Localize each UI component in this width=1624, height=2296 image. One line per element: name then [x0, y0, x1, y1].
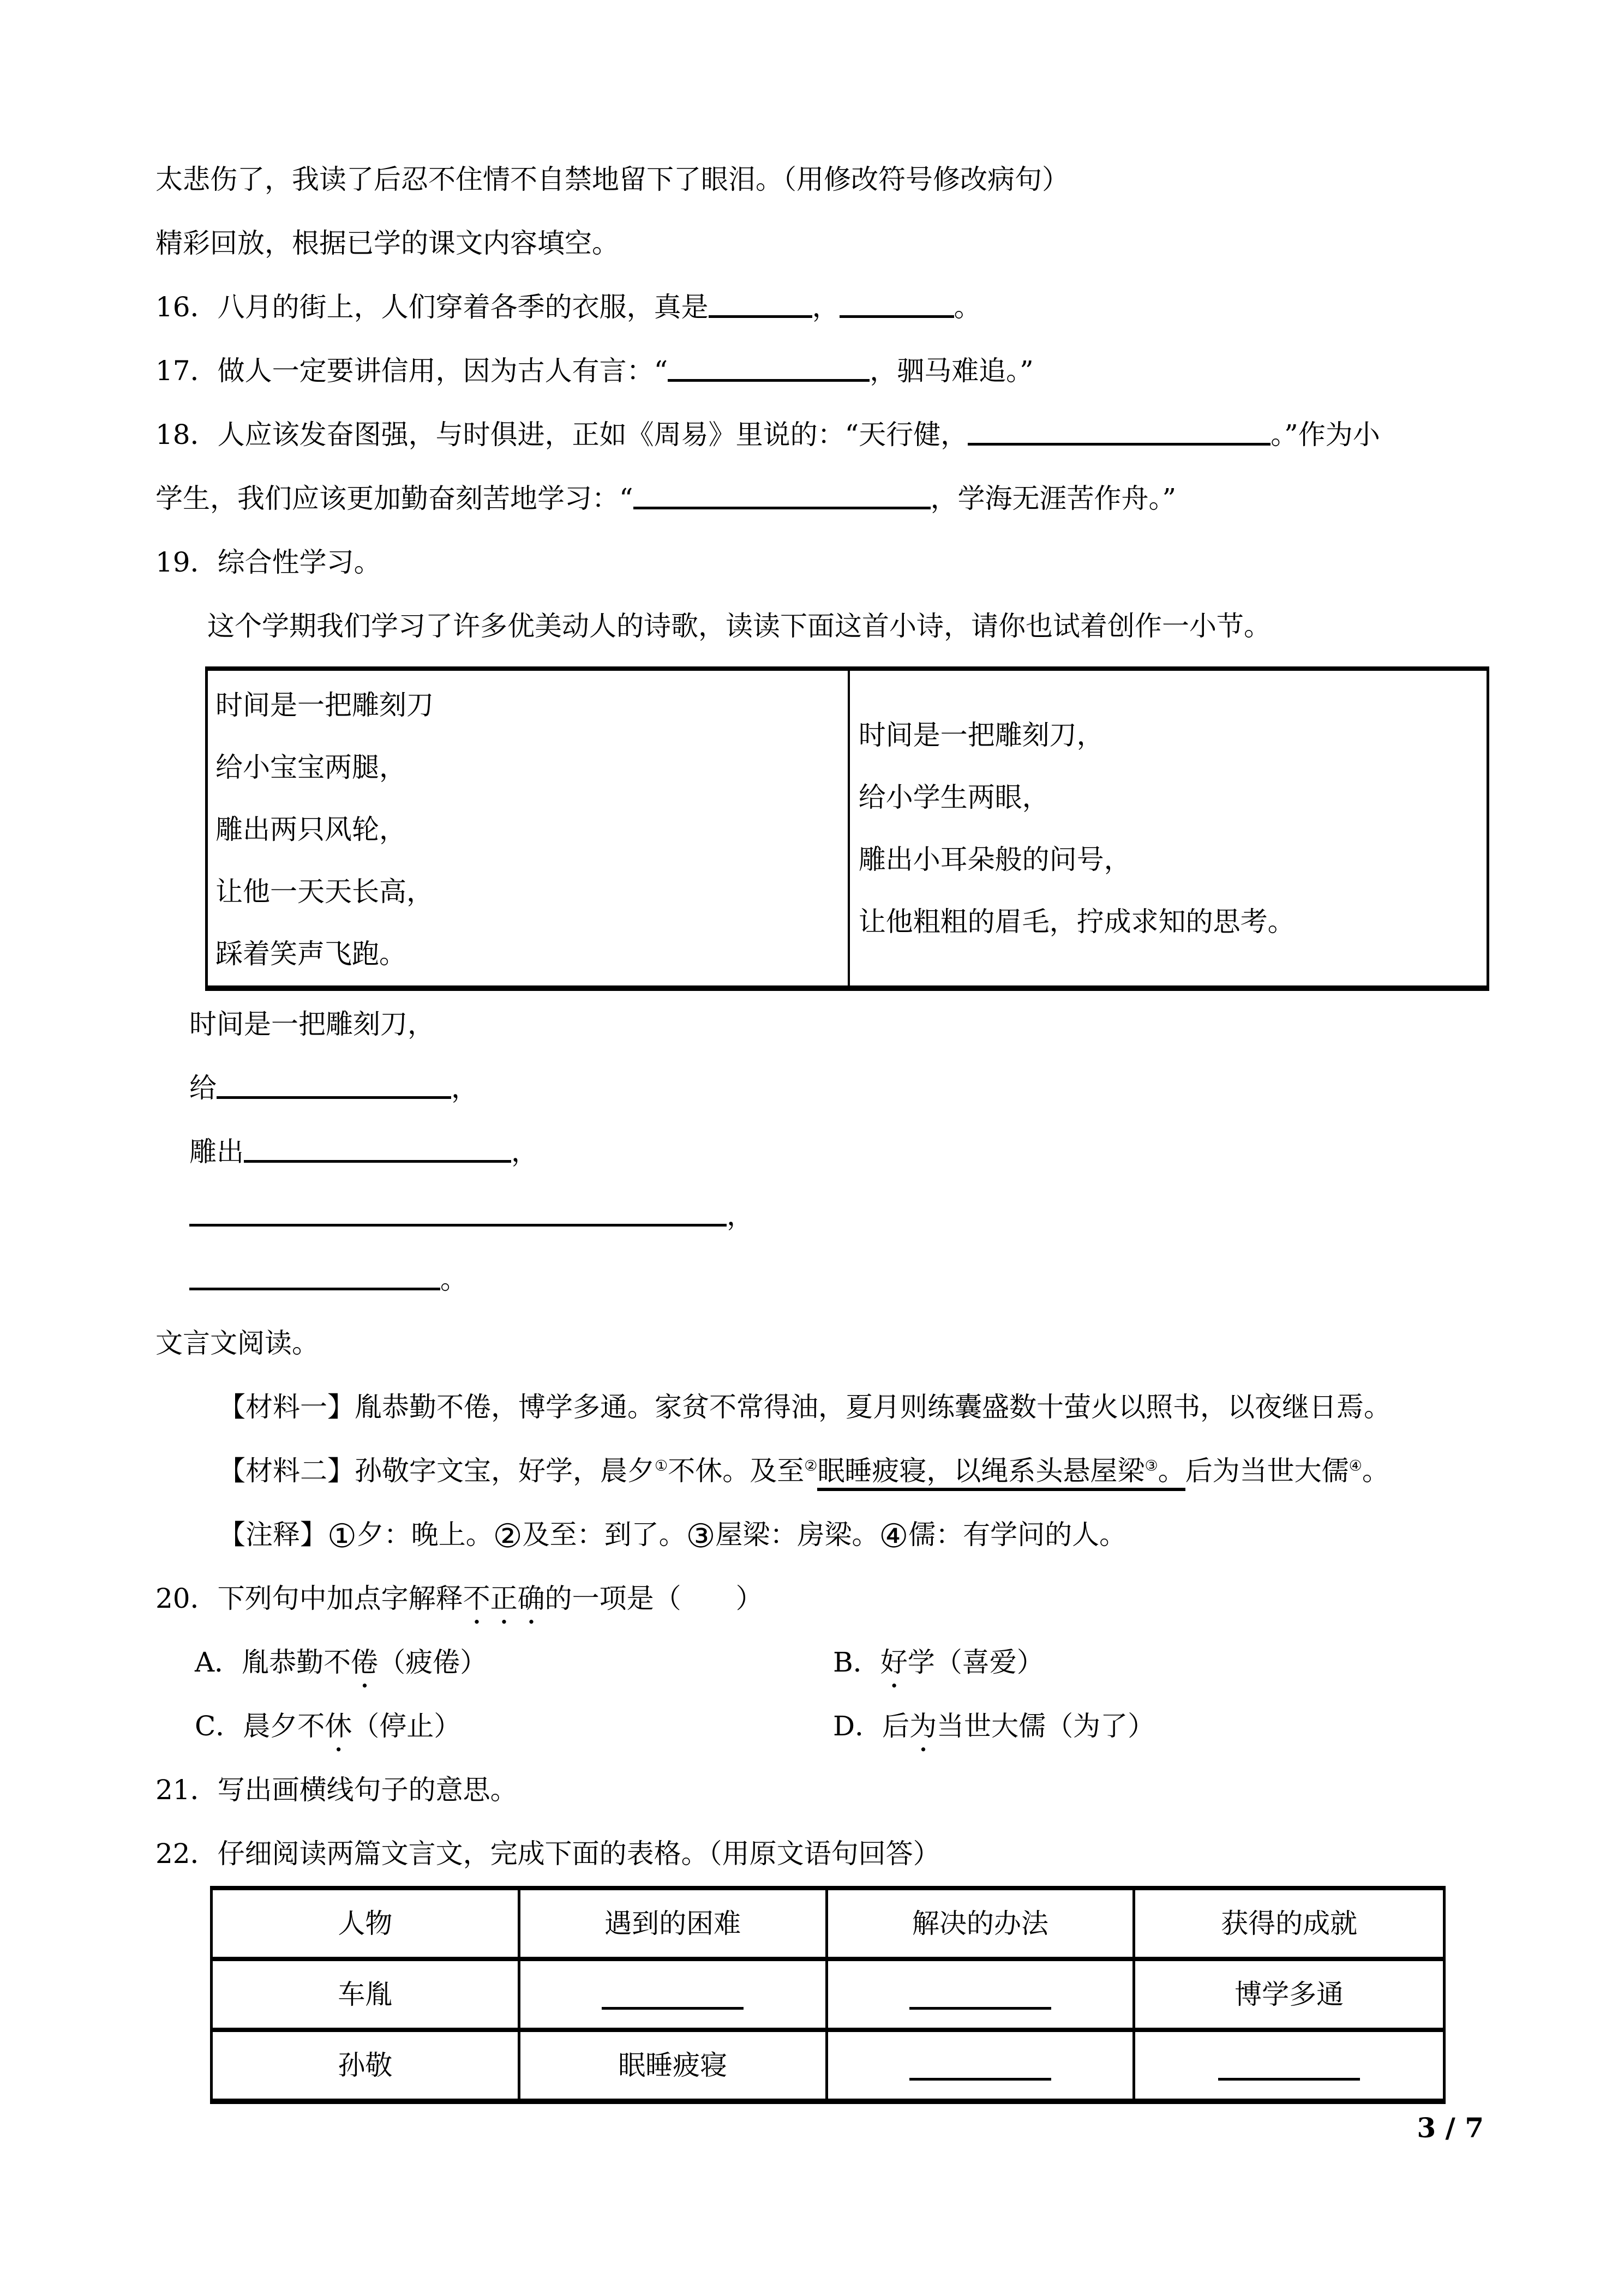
blank-underline: [909, 2007, 1051, 2010]
text-segment: 眠睡疲寝，以绳系头悬屋梁: [817, 1455, 1145, 1487]
cell-text: 车胤: [338, 1978, 393, 2010]
text-segment: 。: [954, 291, 981, 323]
footnote-ref: ③: [1144, 1457, 1158, 1475]
header-label: 获得的成就: [1221, 1907, 1358, 1939]
question-22: [155, 1822, 1484, 1886]
option-d: [833, 1694, 1155, 1758]
answer-table-cell: [520, 2032, 828, 2099]
poem-line: 时间是一把雕刻刀: [215, 689, 434, 721]
answer-table-header-cell: [213, 1890, 520, 1957]
answer-table-header-cell: [1135, 1890, 1443, 1957]
text-segment: B．: [833, 1646, 880, 1678]
blank-underline: [668, 379, 870, 382]
text-segment: 文言文阅读。: [155, 1327, 319, 1359]
option-c: [195, 1694, 833, 1758]
answer-table-header-cell: [520, 1890, 828, 1957]
option-a: [195, 1631, 833, 1694]
text-segment: 18．人应该发奋图强，与时俱进，正如《周易》里说的：“天行健，: [155, 419, 968, 450]
text-segment: 给: [189, 1072, 217, 1104]
answer-table-cell: [213, 1961, 520, 2028]
poem-table: [205, 666, 1489, 991]
answer-table-cell: [828, 2032, 1136, 2099]
poem-line: 雕出小耳朵般的问号，: [858, 843, 1131, 875]
question-20: [155, 1567, 1484, 1631]
option-b: [833, 1631, 1044, 1694]
answer-table: [210, 1886, 1446, 2104]
poem-answer-line-2: [189, 1056, 1484, 1120]
text-segment: 当世大儒（为了）: [937, 1710, 1155, 1742]
poem-answer-line-4: [189, 1184, 1484, 1248]
blank-underline: [189, 1288, 440, 1290]
text-segment: 学生，我们应该更加勤奋刻苦地学习：“: [155, 483, 633, 514]
poem-line: 给小学生两眼，: [858, 781, 1050, 813]
text-segment: 雕出: [189, 1136, 244, 1168]
note-number: ③: [686, 1517, 716, 1555]
cell-text: 孙敬: [338, 2049, 393, 2081]
note-number: ①: [327, 1517, 357, 1555]
material-2: [218, 1439, 1484, 1503]
text-segment: 17．做人一定要讲信用，因为古人有言：“: [155, 355, 668, 387]
text-segment: 19．综合性学习。: [155, 546, 381, 578]
question-19: [155, 531, 1484, 594]
text-segment: 夕：晚上。: [356, 1519, 493, 1550]
poem-line: 给小宝宝两腿，: [215, 752, 406, 783]
answer-table-row: [213, 2032, 1443, 2099]
document-content: [155, 148, 1484, 2144]
poem-table-right-cell: [850, 671, 1487, 985]
answer-table-cell: [828, 1961, 1136, 2028]
material-1: [218, 1375, 1484, 1439]
header-label: 解决的办法: [912, 1907, 1048, 1939]
text-segment: 屋梁：房梁。: [715, 1519, 879, 1550]
text-segment: C．晨夕不: [195, 1710, 325, 1742]
blank-underline: [244, 1160, 511, 1163]
poem-line: 踩着笑声飞跑。: [215, 938, 406, 970]
text-segment: 。: [1158, 1455, 1185, 1487]
emphasized-text: 好: [880, 1646, 908, 1678]
cell-text: 博学多通: [1235, 1978, 1344, 2010]
blank-underline: [709, 315, 812, 318]
classical-reading-heading: [155, 1312, 1484, 1375]
text-segment: 太悲伤了，我读了后忍不住情不自禁地留下了眼泪。（用修改符号修改病句）: [155, 164, 1069, 195]
text-segment: 学（喜爱）: [907, 1646, 1044, 1678]
text-segment: A．胤恭勤不: [195, 1646, 351, 1678]
text-segment: 21．写出画横线句子的意思。: [155, 1774, 518, 1806]
underlined-passage: [817, 1455, 1185, 1491]
footnote-ref: ④: [1349, 1457, 1362, 1475]
poem-table-left-cell: [208, 671, 850, 985]
text-segment: 16．八月的街上，人们穿着各季的衣服，真是: [155, 291, 709, 323]
options-row: [155, 1631, 1484, 1694]
footnote-ref: ①: [655, 1457, 668, 1475]
text-segment: 及至：到了。: [522, 1519, 686, 1550]
text-segment: 儒：有学问的人。: [908, 1519, 1127, 1550]
text-segment: ，: [511, 1136, 538, 1168]
answer-table-cell: [213, 2032, 520, 2099]
text-segment: ，驷马难追。”: [870, 355, 1034, 387]
poem-line: 时间是一把雕刻刀，: [858, 719, 1104, 751]
notes: [218, 1503, 1484, 1567]
cell-text: 眠睡疲寝: [618, 2049, 728, 2081]
answer-table-header-row: [213, 1890, 1443, 1961]
text-segment: 时间是一把雕刻刀，: [189, 1008, 435, 1040]
question-18-line-1: [155, 403, 1484, 467]
header-label: 遇到的困难: [604, 1907, 741, 1939]
text-segment: 后为当世大儒: [1185, 1455, 1349, 1487]
text-segment: 的一项是（ ）: [544, 1583, 763, 1614]
answer-table-cell: [520, 1961, 828, 2028]
emphasized-text: 休: [325, 1710, 352, 1742]
answer-table-cell: [1135, 2032, 1443, 2099]
blank-underline: [602, 2007, 744, 2010]
question-18-line-2: [155, 467, 1484, 531]
text-segment: （停止）: [352, 1710, 462, 1742]
poem-answer-line-5: [189, 1248, 1484, 1312]
answer-table-header-cell: [828, 1890, 1136, 1957]
sentence-correction-line: [155, 148, 1484, 212]
section-heading-recall: [155, 212, 1484, 275]
text-segment: （疲倦）: [378, 1646, 488, 1678]
header-label: 人物: [338, 1907, 393, 1939]
text-segment: 【注释】: [218, 1519, 327, 1550]
text-segment: 这个学期我们学习了许多优美动人的诗歌，读读下面这首小诗，请你也试着创作一小节。: [207, 610, 1271, 642]
poem-line: 让他一天天长高，: [215, 876, 434, 907]
text-segment: 。: [1362, 1455, 1389, 1487]
blank-underline: [968, 443, 1271, 446]
blank-underline: [217, 1096, 451, 1099]
blank-underline: [633, 507, 931, 509]
footnote-ref: ②: [804, 1457, 818, 1475]
emphasized-text: 不正确: [463, 1583, 545, 1614]
poem-answer-line-3: [189, 1120, 1484, 1184]
question-21: [155, 1758, 1484, 1822]
text-segment: 【材料二】孙敬字文宝，好学，晨夕: [218, 1455, 655, 1487]
text-segment: 22．仔细阅读两篇文言文，完成下面的表格。（用原文语句回答）: [155, 1838, 940, 1870]
text-segment: ，: [727, 1200, 754, 1231]
blank-underline: [840, 315, 954, 318]
text-segment: 20．下列句中加点字解释: [155, 1583, 463, 1614]
text-segment: 。: [440, 1264, 468, 1295]
blank-underline: [909, 2078, 1051, 2081]
question-16: [155, 275, 1484, 339]
answer-table-row: [213, 1961, 1443, 2032]
text-segment: 精彩回放，根据已学的课文内容填空。: [155, 227, 619, 259]
answer-table-cell: [1135, 1961, 1443, 2028]
text-segment: 。”作为小: [1271, 419, 1380, 450]
poem-line: 让他粗粗的眉毛，拧成求知的思考。: [858, 905, 1295, 937]
emphasized-text: 倦: [351, 1646, 379, 1678]
poem-intro: [207, 594, 1484, 658]
note-number: ④: [879, 1517, 909, 1555]
poem-line: 雕出两只风轮，: [215, 814, 406, 845]
note-number: ②: [493, 1517, 523, 1555]
text-segment: ，: [812, 291, 840, 323]
text-segment: 不休。及至: [668, 1455, 805, 1487]
text-segment: D．后: [833, 1710, 910, 1742]
emphasized-text: 为: [909, 1710, 937, 1742]
text-segment: ，: [451, 1072, 478, 1104]
text-segment: 【材料一】胤恭勤不倦，博学多通。家贫不常得油，夏月则练囊盛数十萤火以照书，以夜继日焉。: [218, 1391, 1391, 1423]
options-row: [155, 1694, 1484, 1758]
question-17: [155, 339, 1484, 403]
poem-answer-line-1: [189, 993, 1484, 1056]
page-number: 3 / 7: [1417, 2112, 1484, 2144]
blank-underline: [189, 1224, 727, 1227]
text-segment: ，学海无涯苦作舟。”: [930, 483, 1177, 514]
blank-underline: [1218, 2078, 1360, 2081]
